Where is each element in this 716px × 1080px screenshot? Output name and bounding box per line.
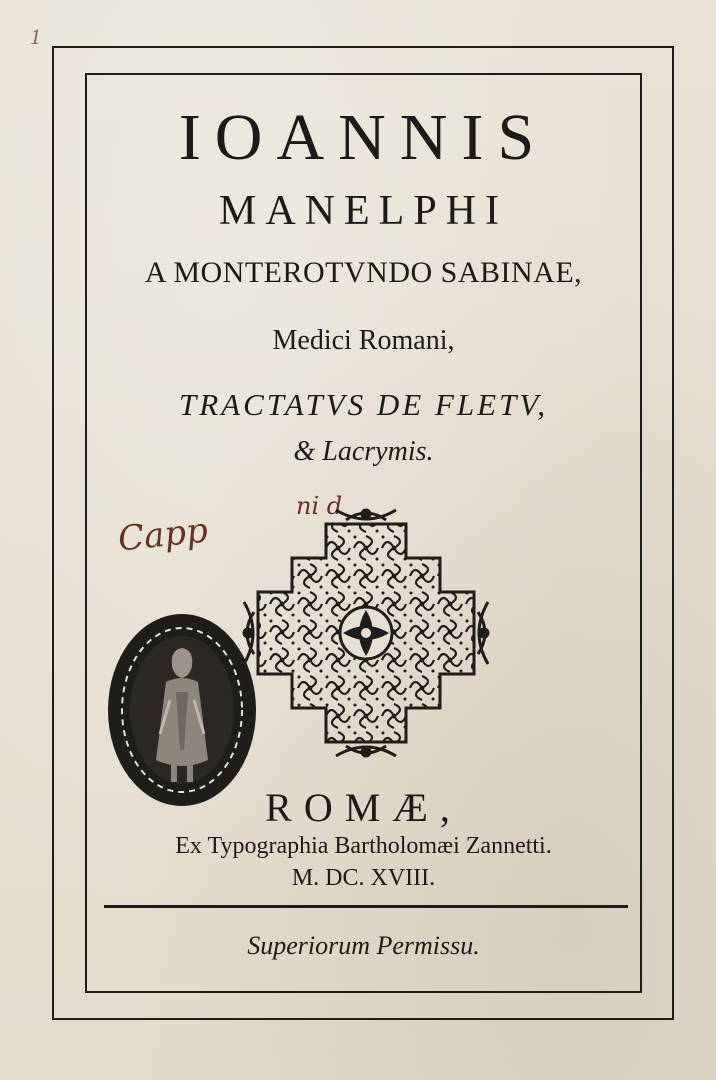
handwritten-note-2: ni d <box>296 492 343 520</box>
printers-ornament-icon <box>240 506 492 760</box>
license-statement: Superiorum Permissu. <box>247 931 480 960</box>
treatise-subtitle: & Lacrymis. <box>293 436 434 467</box>
author-first-name: IOANNIS <box>178 101 549 174</box>
library-stamp-icon <box>104 610 260 810</box>
author-surname: MANELPHI <box>219 188 508 234</box>
treatise-title: TRACTATVS DE FLETV, <box>178 387 549 422</box>
imprint-city: ROMÆ, <box>265 785 462 830</box>
author-origin: A MONTEROTVNDO SABINAE, <box>144 256 583 289</box>
imprint-year: M. DC. XVIII. <box>291 865 436 891</box>
imprint-printer: Ex Typographia Bartholomæi Zannetti. <box>175 833 552 859</box>
horizontal-rule <box>104 905 628 908</box>
page-number-mark: 1 <box>30 24 41 49</box>
handwritten-note: Capp <box>116 510 210 560</box>
author-profession: Medici Romani, <box>272 325 455 356</box>
